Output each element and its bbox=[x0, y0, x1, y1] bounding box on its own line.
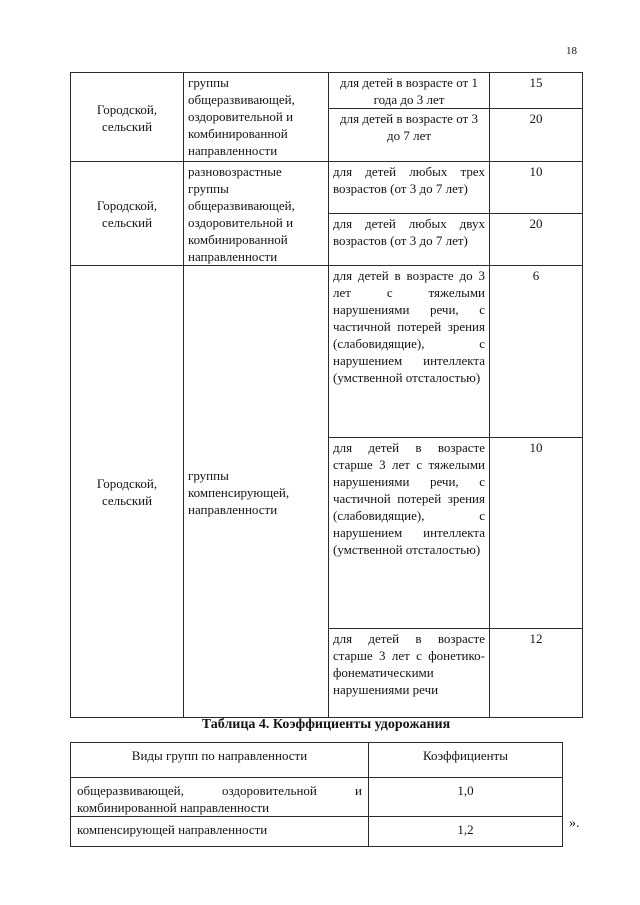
table-row bbox=[71, 266, 583, 438]
closing-quote: ». bbox=[569, 816, 580, 831]
condition-cell: для детей в возрасте от 3 до 7 лет bbox=[329, 109, 490, 162]
value-cell: 10 bbox=[490, 162, 583, 214]
value-cell: 20 bbox=[490, 109, 583, 162]
value-cell: 20 bbox=[490, 214, 583, 266]
value-cell: 10 bbox=[490, 438, 583, 629]
group-type-cell: общеразвивающей, оздоровительной и комбинированной направленности bbox=[71, 778, 369, 817]
condition-cell: для детей в возрасте до 3 лет с тяжелыми нарушениями речи, с частичной потерей зрения (слабовидящие), с нарушением интеллекта (умственной отсталостью) bbox=[329, 266, 490, 438]
value-cell: 6 bbox=[490, 266, 583, 438]
group-type-cell: группы компенсирующей, направленности bbox=[184, 266, 329, 718]
area-cell: Городской, сельский bbox=[71, 73, 184, 162]
coefficient-cell: 1,0 bbox=[369, 778, 563, 817]
column-header-coefficient: Коэффициенты bbox=[369, 743, 563, 778]
group-type-cell: группы общеразвивающей, оздоровительной и комбинированной направленности bbox=[184, 73, 329, 162]
group-size-table bbox=[70, 72, 583, 718]
area-cell: Городской, сельский bbox=[71, 266, 184, 718]
value-cell: 12 bbox=[490, 629, 583, 718]
condition-cell: для детей в возрасте от 1 года до 3 лет bbox=[329, 73, 490, 109]
table-row bbox=[71, 817, 563, 847]
condition-cell: для детей в возрасте старше 3 лет с фонетико-фонематическими нарушениями речи bbox=[329, 629, 490, 718]
table-row bbox=[71, 778, 563, 817]
condition-cell: для детей в возрасте старше 3 лет с тяжелыми нарушениями речи, с частичной потерей зрения (слабовидящие), с нарушением интеллекта (умственной отсталостью) bbox=[329, 438, 490, 629]
group-type-cell: компенсирующей направленности bbox=[71, 817, 369, 847]
value-cell: 15 bbox=[490, 73, 583, 109]
table4-title: Таблица 4. Коэффициенты удорожания bbox=[201, 717, 451, 732]
table-row bbox=[71, 162, 583, 214]
area-cell: Городской, сельский bbox=[71, 162, 184, 266]
condition-cell: для детей любых двух возрастов (от 3 до 7 лет) bbox=[329, 214, 490, 266]
column-header-group-type: Виды групп по направленности bbox=[71, 743, 369, 778]
table-header-row bbox=[71, 743, 563, 778]
table-row bbox=[71, 73, 583, 109]
group-type-cell: разновозрастные группы общеразвивающей, оздоровительной и комбинированной направленности bbox=[184, 162, 329, 266]
condition-cell: для детей любых трех возрастов (от 3 до 7 лет) bbox=[329, 162, 490, 214]
page-number: 18 bbox=[566, 45, 577, 57]
coefficient-cell: 1,2 bbox=[369, 817, 563, 847]
cost-coefficient-table bbox=[70, 742, 563, 847]
